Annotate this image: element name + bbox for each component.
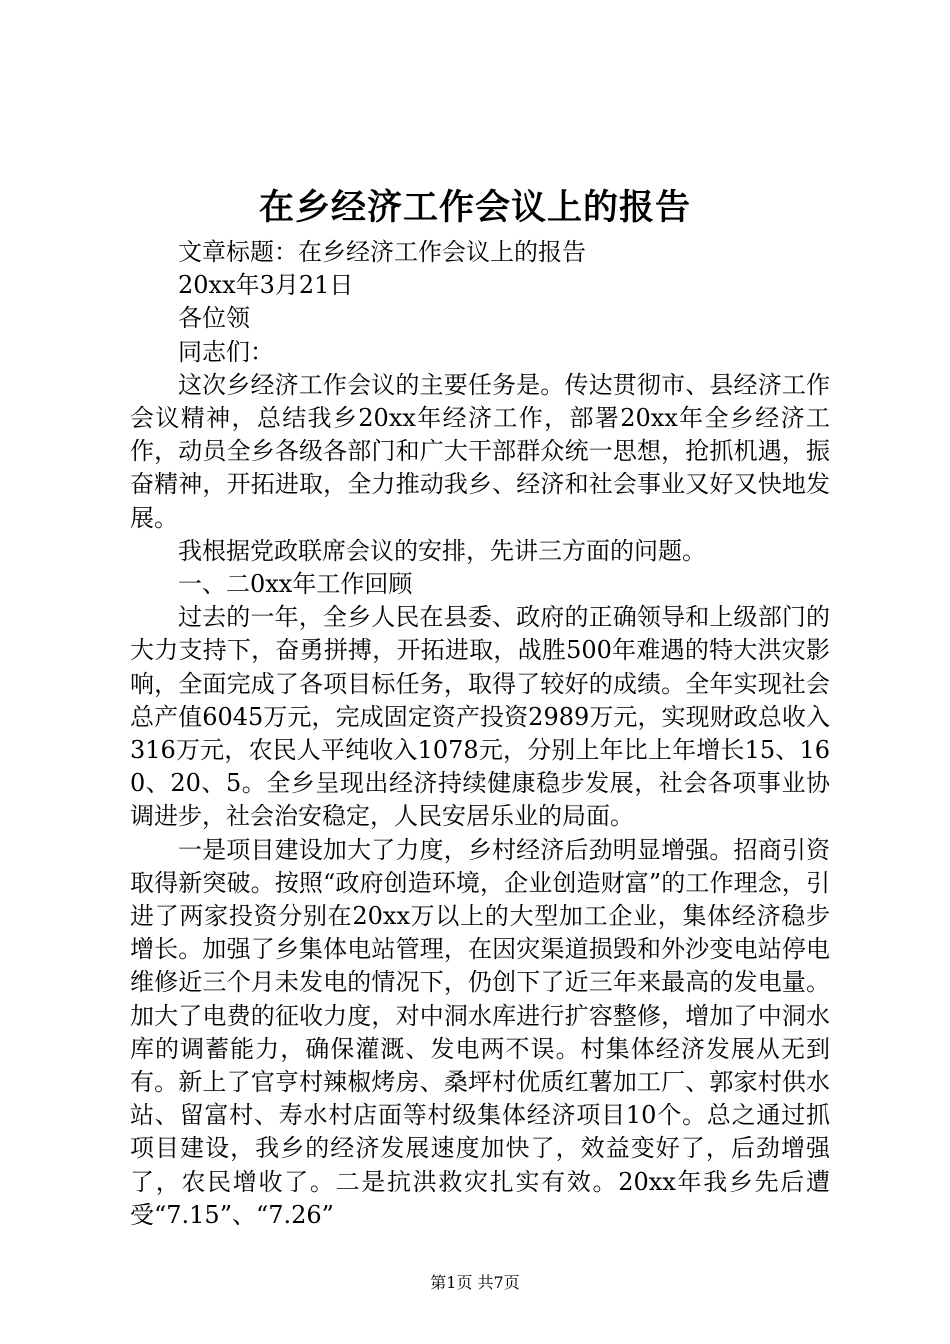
paragraph: 过去的一年，全乡人民在县委、政府的正确领导和上级部门的大力支持下，奋勇拼搏，开拓进取，战胜500年难遇的特大洪灾影响，全面完成了各项目标任务，取得了较好的成绩。全年实现社会总产值6045万元，完成固定资产投资2989万元，实现财政总收入316万元，农民人平纯收入1078元，分别上年比上年增长15、160、20、5。全乡呈现出经济持续健康稳步发展，社会各项事业协调进步，社会治安稳定，人民安居乐业的局面。 (130, 603, 830, 831)
paragraph: 一是项目建设加大了力度，乡村经济后劲明显增强。招商引资取得新突破。按照“政府创造环境，企业创造财富”的工作理念，引进了两家投资分别在20xx万以上的大型加工企业，集体经济稳步增长。加强了乡集体电站管理，在因灾渠道损毁和外沙变电站停电维修近三个月未发电的情况下，仍创下了近三年来最高的发电量。加大了电费的征收力度，对中洞水库进行扩容整修，增加了中洞水库的调蓄能力，确保灌溉、发电两不误。村集体经济发展从无到有。新上了官亨村辣椒烤房、桑坪村优质红薯加工厂、郭家村供水站、留富村、寿水村店面等村级集体经济项目10个。总之通过抓项目建设，我乡的经济发展速度加快了，效益变好了，后劲增强了，农民增收了。二是抗洪救灾扎实有效。20xx年我乡先后遭受“7.15”、“7.26” (130, 835, 830, 1229)
document-title: 在乡经济工作会议上的报告 (258, 187, 691, 228)
page-footer: 第1页 共7页 (430, 1273, 520, 1292)
salutation-line-2: 同志们： (178, 337, 274, 366)
paragraph: 这次乡经济工作会议的主要任务是。传达贯彻市、县经济工作会议精神，总结我乡20xx年经济工作，部署20xx年全乡经济工作，动员全乡各级各部门和广大干部群众统一思想，抢抓机遇，振奋精神，开拓进取，全力推动我乡、经济和社会事业又好又快地发展。 (130, 370, 830, 532)
section-heading: 一、二0xx年工作回顾 (178, 570, 413, 599)
article-title-line: 文章标题：在乡经济工作会议上的报告 (178, 238, 586, 266)
paragraph: 我根据党政联席会议的安排，先讲三方面的问题。 (178, 536, 706, 565)
document-body (130, 236, 830, 1232)
date-line: 20xx年3月21日 (178, 271, 354, 300)
salutation-line: 各位领 (178, 304, 250, 333)
